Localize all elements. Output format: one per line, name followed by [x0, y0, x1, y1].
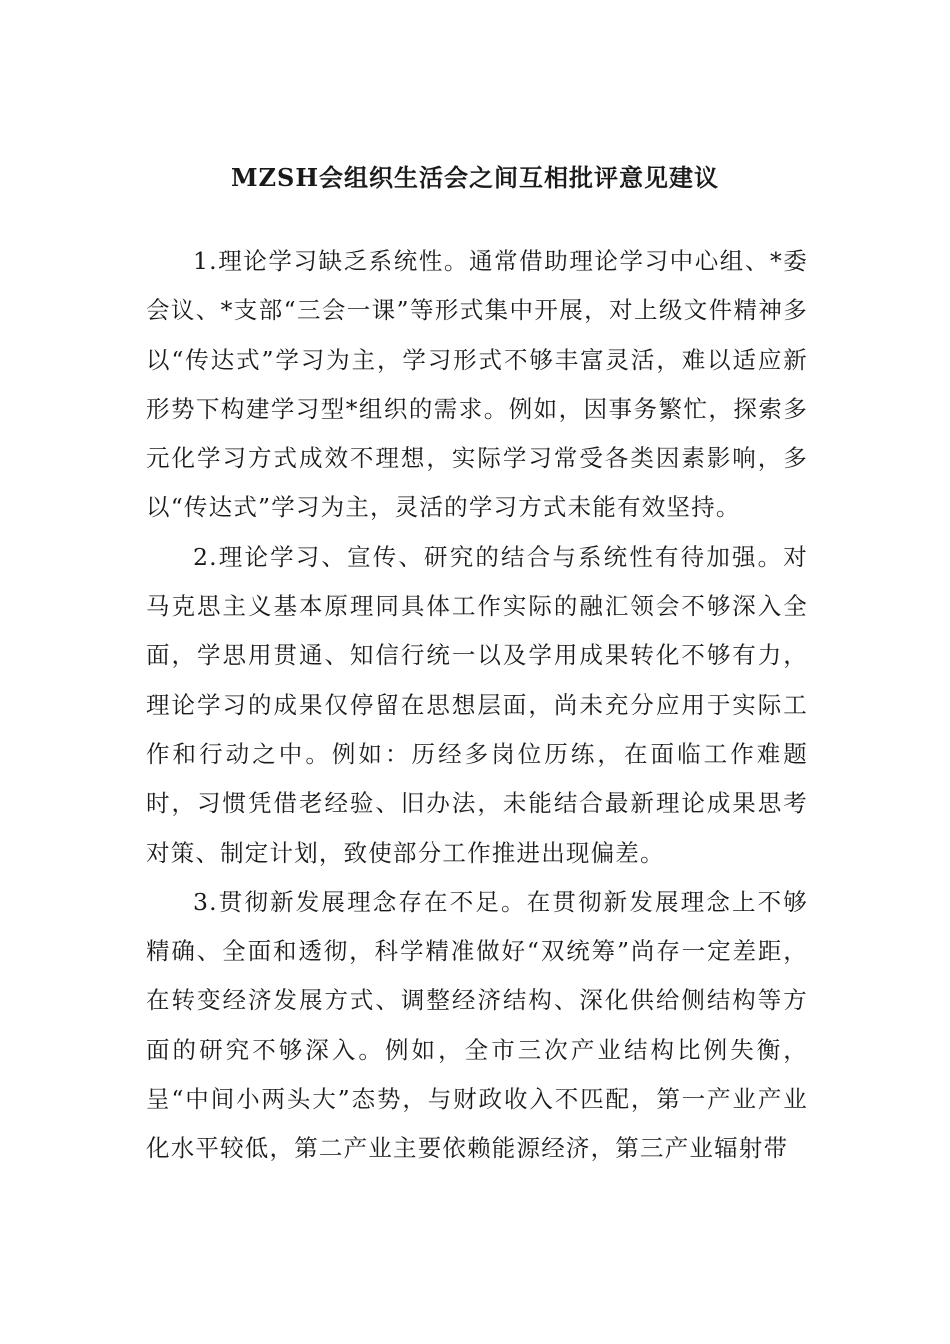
- document-title: MZSH会组织生活会之间互相批评意见建议: [230, 163, 720, 192]
- paragraph-2: 2.理论学习、宣传、研究的结合与系统性有待加强。对马克思主义基本原理同具体工作实际的融汇领会不够深入全面，学思用贯通、知信行统一以及学用成果转化不够有力，理论学习的成果仅停留在思想层面，尚未充分应用于实际工作和行动之中。例如：历经多岗位历练，在面临工作难题时，习惯凭借老经验、旧办法，未能结合最新理论成果思考对策、制定计划，致使部分工作推进出现偏差。: [146, 542, 808, 867]
- document-body: [146, 237, 808, 1174]
- paragraph-3: 3.贯彻新发展理念存在不足。在贯彻新发展理念上不够精确、全面和透彻，科学精准做好“双统筹”尚存一定差距，在转变经济发展方式、调整经济结构、深化供给侧结构等方面的研究不够深入。例如，全市三次产业结构比例失衡，呈“中间小两头大”态势，与财政收入不匹配，第一产业产业化水平较低，第二产业主要依赖能源经济，第三产业辐射带: [146, 887, 808, 1163]
- paragraph-1: 1.理论学习缺乏系统性。通常借助理论学习中心组、*委会议、*支部“三会一课”等形式集中开展，对上级文件精神多以“传达式”学习为主，学习形式不够丰富灵活，难以适应新形势下构建学习型*组织的需求。例如，因事务繁忙，探索多元化学习方式成效不理想，实际学习常受各类因素影响，多以“传达式”学习为主，灵活的学习方式未能有效坚持。: [146, 247, 808, 522]
